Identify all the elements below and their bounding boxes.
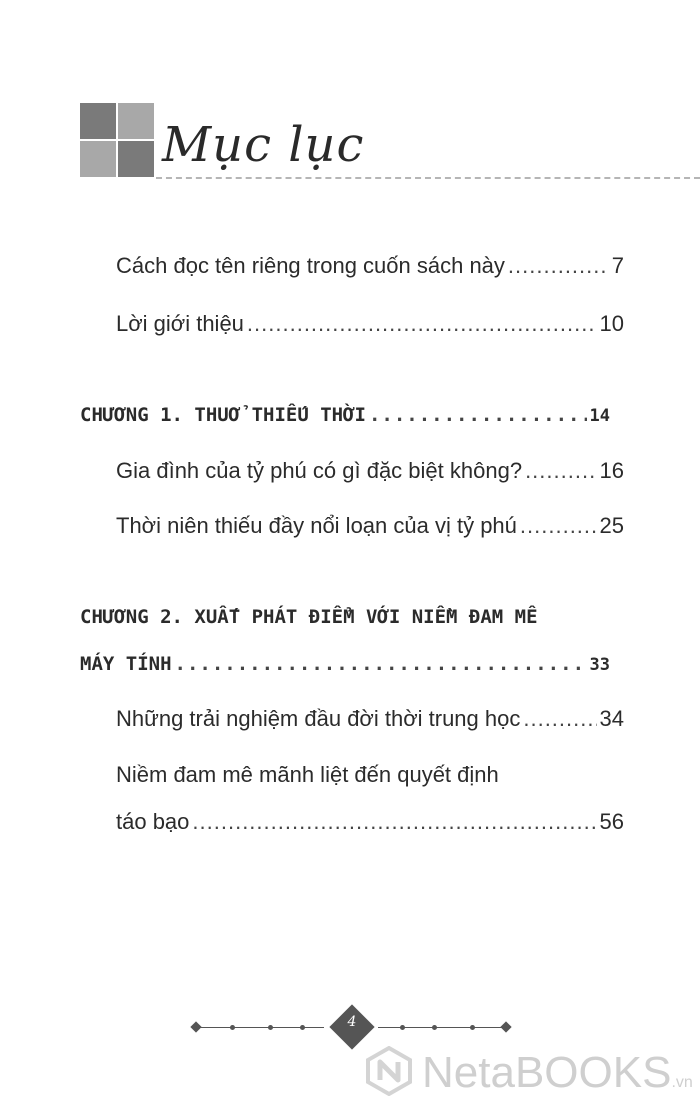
toc-entry-page: 7 (611, 253, 624, 278)
ornament-end-right (500, 1021, 511, 1032)
toc-chapter-1 (80, 404, 610, 426)
dot-leader (523, 706, 596, 732)
toc-entry-youth (116, 513, 624, 539)
toc-chapter-2-line1: CHƯƠNG 2. XUẤT PHÁT ĐIỂM VỚI NIỀM ĐAM MÊ (80, 606, 538, 628)
title-dashed-rule (156, 177, 700, 179)
toc-chapter-page: 14 (589, 406, 610, 426)
dot-leader (175, 653, 587, 675)
dot-leader (520, 513, 597, 539)
toc-chapter-label: CHƯƠNG 1. THUỞ THIẾU THỜI (80, 404, 366, 426)
watermark-suffix: .vn (671, 1074, 693, 1091)
toc-entry-label: Lời giới thiệu (116, 311, 244, 336)
dot-leader (369, 404, 587, 426)
ornament-line-right (378, 1027, 506, 1028)
dot-leader (508, 253, 609, 279)
toc-entry-label: Gia đình của tỷ phú có gì đặc biệt không? (116, 458, 523, 483)
ornament-dot (268, 1025, 273, 1030)
ornament-dot (400, 1025, 405, 1030)
netabooks-logo-icon (366, 1046, 412, 1096)
toc-entry-page: 34 (599, 706, 624, 731)
ornament-dot (230, 1025, 235, 1030)
header-square-light-top (118, 103, 154, 139)
toc-entry-page: 16 (599, 458, 624, 483)
toc-entry-passion (116, 809, 624, 835)
toc-entry-page: 56 (599, 809, 624, 834)
toc-entry-label: Cách đọc tên riêng trong cuốn sách này (116, 253, 505, 278)
dot-leader (525, 458, 596, 484)
dot-leader (192, 809, 596, 835)
watermark-brand: NetaBOOKS (422, 1048, 672, 1097)
toc-entry-reading-names (116, 253, 624, 279)
dot-leader (247, 311, 597, 337)
page-title: Mục lục (162, 117, 365, 173)
toc-entry-high-school (116, 706, 624, 732)
toc-entry-family (116, 458, 624, 484)
toc-entry-page: 25 (599, 513, 624, 538)
toc-entry-label: Những trải nghiệm đầu đời thời trung học (116, 706, 521, 731)
header-square-dark-top (80, 103, 116, 139)
toc-entry-passion-line1: Niềm đam mê mãnh liệt đến quyết định (116, 762, 499, 787)
toc-chapter-2 (80, 653, 610, 675)
header-square-light-bottom (80, 141, 116, 177)
toc-chapter-page: 33 (589, 655, 610, 675)
toc-chapter-label: MÁY TÍNH (80, 653, 172, 675)
toc-entry-label: Thời niên thiếu đầy nổi loạn của vị tỷ phú (116, 513, 517, 538)
ornament-dot (432, 1025, 437, 1030)
toc-entry-page: 10 (599, 311, 624, 336)
ornament-dot (470, 1025, 475, 1030)
ornament-dot (300, 1025, 305, 1030)
page-number: 4 (347, 1014, 357, 1030)
toc-entry-label: táo bạo (116, 809, 190, 834)
watermark-text (422, 1048, 693, 1108)
toc-entry-introduction (116, 311, 624, 337)
header-square-dark-bottom (118, 141, 154, 177)
